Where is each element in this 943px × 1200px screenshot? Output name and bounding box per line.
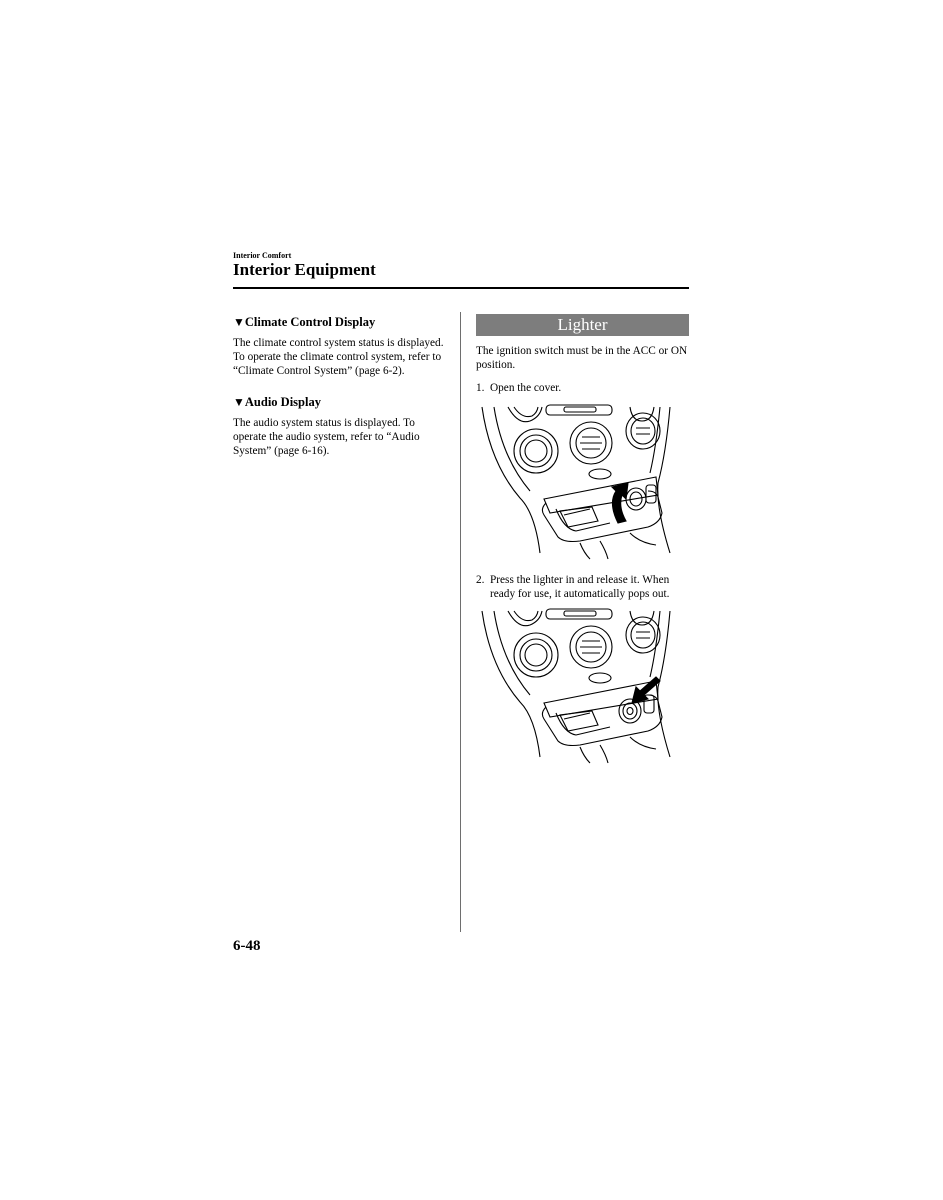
- triangle-marker-icon: ▼: [233, 315, 245, 329]
- header-rule: [233, 287, 689, 289]
- chapter-title: Interior Equipment: [233, 260, 376, 279]
- audio-display-body: The audio system status is displayed. To operate the audio system, refer to “Audio System” (page 6-16).: [233, 417, 420, 457]
- step-text: Press the lighter in and release it. When ready for use, it automatically pops out.: [490, 574, 670, 600]
- step-number: 2.: [476, 574, 485, 586]
- section-label: Interior Comfort: [233, 251, 292, 260]
- step-text: Open the cover.: [490, 382, 562, 394]
- climate-control-body: The climate control system status is displayed. To operate the climate control system, refer to “Climate Control System” (page 6-2).: [233, 337, 444, 377]
- triangle-marker-icon: ▼: [233, 395, 245, 409]
- climate-control-heading-text: Climate Control Display: [244, 315, 376, 329]
- lighter-intro: The ignition switch must be in the ACC or ON position.: [476, 345, 688, 371]
- console-lighter-press-illustration: [480, 607, 680, 765]
- step-1: [476, 381, 689, 395]
- step-2: [476, 573, 689, 601]
- audio-display-heading-text: Audio Display: [244, 395, 321, 409]
- climate-control-heading: [233, 314, 448, 330]
- left-column: [233, 314, 448, 458]
- lighter-banner: Lighter: [476, 314, 689, 336]
- audio-display-heading: [233, 394, 448, 410]
- console-lighter-cover-open-illustration: [480, 403, 680, 561]
- right-column: [476, 314, 689, 765]
- page-number: 6-48: [233, 938, 261, 954]
- step-number: 1.: [476, 382, 485, 394]
- column-divider: [460, 312, 461, 932]
